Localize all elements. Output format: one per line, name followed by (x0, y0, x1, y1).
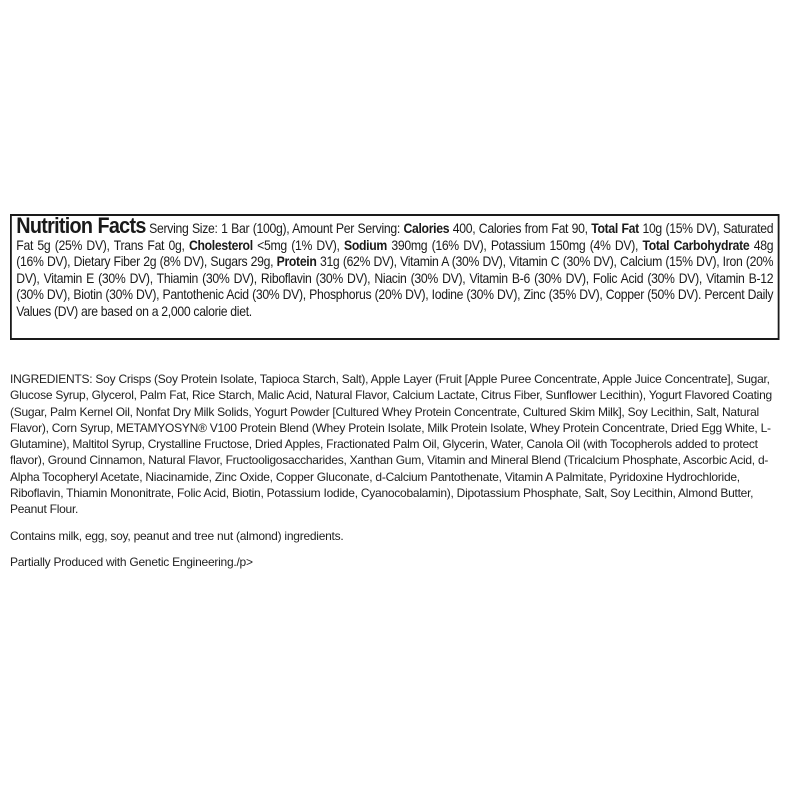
nutrition-text: 48g (16% DV), Dietary Fiber 2g (8% DV), Sugars 29g, (16, 237, 774, 270)
nutrition-facts-title: Nutrition Facts (16, 213, 146, 238)
nutrition-text: 390mg (16% DV), Potassium 150mg (4% DV), (386, 237, 643, 253)
nutrition-text: 10g (15% DV), Saturated Fat 5g (25% DV), Trans Fat 0g, (16, 221, 774, 253)
protein-label: Protein (276, 254, 317, 270)
ingredients-list: INGREDIENTS: Soy Crisps (Soy Protein Isolate, Tapioca Starch, Salt), Apple Layer (Fruit [Apple Puree Concentrate, Apple Juice Concentrate], Sugar, Glucose Syrup, Glycerol, Palm Fat, Rice Starch, Malic Acid, Natural Flavor, Calcium Lactate, Citrus Fiber, Sunflower Lecithin), Yogurt Flavored Coating (Sugar, Palm Kernel Oil, Nonfat Dry Milk Solids, Yogurt Powder [Cultured Whey Protein Concentrate, Cultured Skim Milk], Soy Lecithin, Salt, Natural Flavor), Corn Syrup, METAMYOSYN® V100 Protein Blend (Whey Protein Isolate, Milk Protein Isolate, Whey Protein Concentrate, Dried Egg White, L-Glutamine), Maltitol Syrup, Crystalline Fructose, Dried Apples, Fractionated Palm Oil, Glycerin, Water, Canola Oil (with Tocopherols added to protect flavor), Ground Cinnamon, Natural Flavor, Fructooligosaccharides, Xanthan Gum, Vitamin and Mineral Blend (Tricalcium Phosphate, Ascorbic Acid, d-Alpha Tocopheryl Acetate, Niacinamide, Zinc Oxide, Copper Gluconate, d-Calcium Pantothenate, Vitamin A Palmitate, Pyridoxine Hydrochloride, Riboflavin, Thiamin Mononitrate, Folic Acid, Biotin, Potassium Iodide, Cyanocobalamin), Dipotassium Phosphate, Salt, Soy Lecithin, Almond Butter, Peanut Flour. (10, 372, 772, 517)
nutrition-text: 400, Calories from Fat 90, (449, 221, 592, 236)
total-carbohydrate-label: Total Carbohydrate (642, 237, 750, 253)
sodium-label: Sodium (344, 237, 387, 253)
calories-label: Calories (403, 221, 450, 236)
cholesterol-label: Cholesterol (188, 237, 253, 253)
total-fat-label: Total Fat (591, 221, 639, 236)
nutrition-text: <5mg (1% DV), (252, 237, 345, 253)
allergen-statement: Contains milk, egg, soy, peanut and tree nut (almond) ingredients. (10, 528, 344, 543)
ingredients-section (10, 371, 790, 580)
nutrition-text: Serving Size: 1 Bar (100g), Amount Per Serving: (145, 221, 404, 236)
nutrition-text: 31g (62% DV), Vitamin A (30% DV), Vitamin C (30% DV), Calcium (15% DV), Iron (20% DV), Vitamin E (30% DV), Thiamin (30% DV), Riboflavin (30% DV), Niacin (30% DV), Vitamin B-6 (30% DV), Folic Acid (30% DV), Vitamin B-12 (30% DV), Biotin (30% DV), Pantothenic Acid (30% DV), Phosphorus (20% DV), Iodine (30% DV), Zinc (35% DV), Copper (50% DV). Percent Daily Values (DV) are based on a 2,000 calorie diet. (16, 254, 774, 319)
nutrition-facts-panel (10, 214, 780, 340)
genetic-engineering-note: Partially Produced with Genetic Engineering./p> (10, 554, 253, 569)
